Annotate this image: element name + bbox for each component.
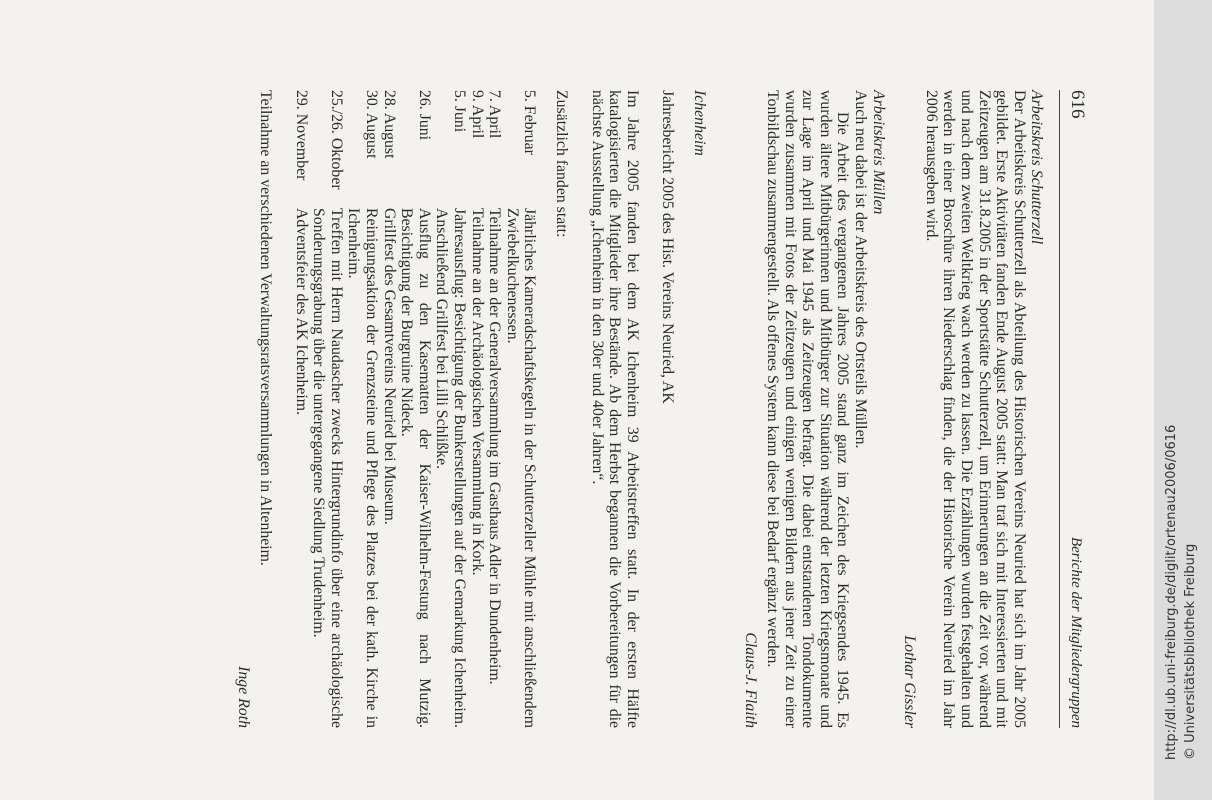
paragraph-ichenheim: Im Jahre 2005 fanden bei dem AK Ichenheim 39 Arbeitstreffen statt. In der ersten Hälfte katalogisierten die Mitglieder ihre Bestände. Ab dem Herbst begannen die Vorbereitungen für die nächste Ausstellung „Ichenheim in den 30er und 40er Jahren“. — [588, 90, 641, 728]
event-description: Adventsfeier des AK Ichenheim. — [292, 208, 310, 416]
event-row — [345, 90, 380, 728]
event-date: 28. August — [380, 90, 398, 159]
event-row — [310, 90, 345, 728]
digital-library-sidebar — [1154, 0, 1212, 800]
event-description: Jährliches Kameradschaftskegeln in der Schutterzeller Mühle mit anschließendem Zwiebelkuchenessen. — [503, 208, 539, 728]
additional-events-label: Zusätzlich fanden statt: — [552, 90, 570, 238]
paragraph-schutterzell: Der Arbeitskreis Schutterzell als Abteilung des Historischen Vereins Neuried hat sich im Jahr 2005 gebildet. Erste Aktivitäten fanden Ende August 2005 statt: Man traf sich mit Interessierten und mit Zeitzeugen am 31.8.2005 in der Sportstätte Schutterzell, um Erinnerungen an die Zeit vor, während und nach dem zweiten Weltkrieg wach werden zu lassen. Die Erzählungen wurden festgehalten und werden in einer Broschüre ihren Niederschlag finden, die der Historische Verein Neuried im Jahr 2006 herausgeben wird. — [922, 90, 1028, 728]
event-row — [398, 90, 433, 728]
closing-paragraph: Teilnahme an verschiedenen Verwaltungsratsversammlungen in Altenheim. — [257, 90, 275, 566]
event-row — [468, 90, 486, 728]
event-row — [433, 90, 468, 728]
section-title-schutterzell: Arbeitskreis Schutterzell — [1028, 90, 1046, 245]
source-url-link[interactable]: http://dl.ub.uni-freiburg.de/diglit/ortenau2006/0616 — [1164, 424, 1179, 760]
event-date: 5. Juni — [450, 90, 468, 133]
event-description: Ausflug zu den Kasematten der Kaiser-Wilhelm-Festung nach Mutzig. Besichtigung der Burgruine Nideck. — [398, 208, 433, 728]
running-title: Berichte der Mitgliedergruppen — [1068, 536, 1084, 728]
event-description: Grillfest des Gesamtvereins Neuried bei Museum. — [380, 208, 398, 525]
author-ichenheim: Inge Roth — [235, 666, 253, 728]
event-date: 9. April — [468, 90, 486, 139]
events-table — [292, 90, 538, 728]
event-row — [503, 90, 538, 728]
sidebar-text — [1154, 380, 1212, 800]
event-date: 26. Juni — [415, 90, 433, 141]
paragraph-muellen: Die Arbeit des vergangenen Jahres 2005 stand ganz im Zeichen des Kriegsendes 1945. Es wurden ältere Mitbürgerinnen und Mitbürger zur Situation während der letzten Kriegsmonate und zur Lage im April und Mai 1945 als Zeitzeugen befragt. Die dabei entstandenen Tondokumente wurden zusammen mit Fotos der Zeitzeugen und einigen wenigen Bildern aus jener Zeit zu einer Tonbildschau zusammengestellt. Als offenes System kann diese bei Bedarf ergänzt werden. — [764, 90, 852, 728]
event-row — [486, 90, 504, 728]
event-date: 5. Februar — [521, 90, 539, 155]
event-description: Treffen mit Herrn Naudascher zwecks Hintergrundinfo über eine archäologische Sonderungsgrabung über die untergegangene Siedlung Trudenheim. — [310, 208, 345, 728]
running-head — [1059, 90, 1086, 728]
event-date: 25./26. Oktober — [327, 90, 345, 190]
event-row — [292, 90, 310, 728]
event-row — [380, 90, 398, 728]
event-date: 30. August — [363, 90, 380, 159]
page-number: 616 — [1067, 90, 1088, 119]
subtitle-ichenheim: Jahresbericht 2005 des Hist. Vereins Neuried, AK — [659, 90, 677, 404]
event-description: Jahresausflug: Besichtigung der Bunkerstellungen auf der Gemarkung Ichenheim. Anschließend Grillfest bei Lilli Schlißke. — [433, 208, 468, 728]
copyright-notice: © Universitätsbibliothek Freiburg — [1183, 543, 1198, 760]
event-description: Teilnahme an der Archäologischen Versammlung in Kork. — [468, 208, 486, 576]
event-description: Teilnahme an der Generalversammlung im Gasthaus Adler in Dundenheim. — [486, 208, 504, 685]
section-title-muellen: Arbeitskreis Müllen — [869, 90, 887, 215]
event-description: Reinigungsaktion der Grenzsteine und Pflege des Platzes bei der kath. Kirche in Ichenheim. — [345, 208, 380, 728]
author-schutterzell: Lothar Gissler — [901, 635, 919, 728]
paragraph-muellen-intro: Auch neu dabei ist der Arbeitskreis des Ortsteils Müllen. — [852, 90, 870, 449]
event-date: 29. November — [292, 90, 310, 181]
event-date: 7. April — [486, 90, 504, 139]
author-muellen: Claus-J. Flaith — [742, 632, 760, 728]
section-title-ichenheim: Ichenheim — [690, 90, 708, 156]
